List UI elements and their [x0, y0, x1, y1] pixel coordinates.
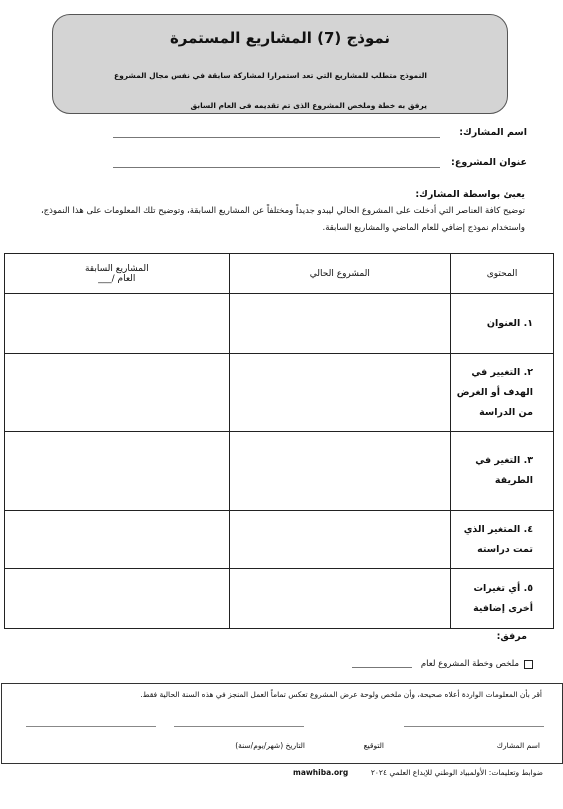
instructions-heading: يعبئ بواسطة المشارك: — [415, 189, 525, 200]
declaration-text: أقر بأن المعلومات الواردة أعلاه صحيحة، وأن ملخص ولوحة عرض المشروع تعكس تماماً العمل المنجز في هذه السنة الحالية فقط. — [140, 690, 542, 699]
row-label-goal-change: ٢. التغيير في الهدف أو الغرض من الدراسة — [451, 354, 554, 432]
participant-name-field[interactable] — [113, 137, 440, 138]
project-title-label: عنوان المشروع: — [451, 157, 527, 168]
attachment-item — [352, 659, 533, 669]
participant-name-label: اسم المشارك: — [459, 127, 527, 138]
table-row — [5, 354, 554, 432]
signature-field[interactable] — [174, 726, 304, 727]
form-header — [52, 14, 508, 114]
header-current-project: المشروع الحالي — [229, 254, 451, 294]
footer-rules: ضوابط وتعليمات: الأولمبياد الوطني للإبداع العلمي ٢٠٢٤ — [370, 768, 543, 777]
instructions-line-1: توضيح كافة العناصر التي أدخلت على المشروع الحالي ليبدو جديداً ومختلفاً عن المشاريع السابقة، وتوضيح تلك المعلومات على هذا النموذج، — [40, 206, 525, 216]
cell-current-other-changes[interactable] — [229, 569, 451, 629]
cell-previous-variable[interactable] — [5, 511, 230, 569]
table-row — [5, 569, 554, 629]
cell-current-title[interactable] — [229, 294, 451, 354]
project-title-field[interactable] — [113, 167, 440, 168]
attachment-year-field[interactable] — [352, 660, 412, 668]
footer-site: mawhiba.org — [293, 768, 349, 777]
row-label-method-change: ٣. التغير في الطريقة — [451, 432, 554, 511]
form-requirement-note: النموذج متطلب للمشاريع التي تعد استمرارا لمشاركة سابقة في نفس مجال المشروع — [113, 71, 427, 80]
instructions-line-2: واستخدام نموذج إضافي للعام الماضي والمشاريع السابقة. — [322, 223, 525, 233]
header-previous-projects: المشاريع السابقة العام /___ — [5, 254, 230, 294]
cell-previous-title[interactable] — [5, 294, 230, 354]
row-label-other-changes: ٥. أي تغيرات أخرى إضافية — [451, 569, 554, 629]
table-row — [5, 294, 554, 354]
date-field[interactable] — [26, 726, 156, 727]
cell-current-method-change[interactable] — [229, 432, 451, 511]
signature-box — [1, 683, 563, 764]
participant-name-sign-label: اسم المشارك — [496, 741, 540, 750]
row-label-title: ١. العنوان — [451, 294, 554, 354]
row-label-variable: ٤. المتغير الذي تمت دراسته — [451, 511, 554, 569]
participant-name-sign-field[interactable] — [404, 726, 544, 727]
header-content: المحتوى — [451, 254, 554, 294]
comparison-table — [4, 253, 554, 629]
table-row — [5, 511, 554, 569]
cell-previous-other-changes[interactable] — [5, 569, 230, 629]
form-attachment-note: يرفق به خطة وملخص المشروع الذى تم تقديمه فى العام السابق — [190, 101, 427, 110]
attachments-label: مرفق: — [496, 631, 527, 642]
cell-current-variable[interactable] — [229, 511, 451, 569]
signature-label: التوقيع — [363, 741, 384, 750]
instructions — [14, 186, 525, 237]
form-title: نموذج (7) المشاريع المستمرة — [169, 29, 391, 47]
table-header-row — [5, 254, 554, 294]
cell-previous-method-change[interactable] — [5, 432, 230, 511]
attachment-checkbox[interactable] — [524, 660, 533, 669]
table-row — [5, 432, 554, 511]
date-label: التاريخ (شهر/يوم/سنة) — [235, 741, 305, 750]
cell-current-goal-change[interactable] — [229, 354, 451, 432]
cell-previous-goal-change[interactable] — [5, 354, 230, 432]
attachment-item-label: ملخص وخطة المشروع لعام — [420, 659, 519, 669]
